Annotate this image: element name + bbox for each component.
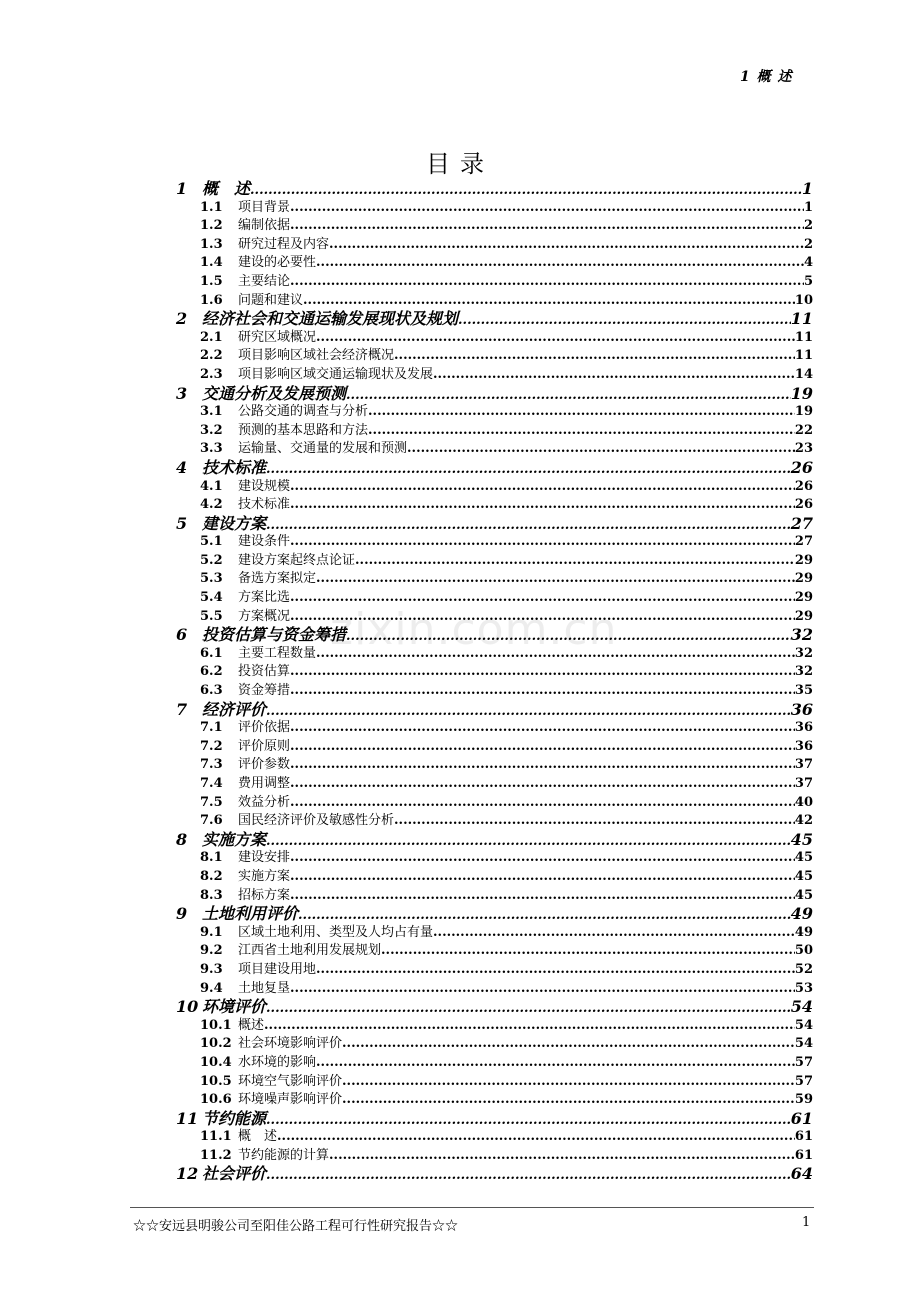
running-header: 1 概 述 <box>740 69 793 85</box>
footer-page-number: 1 <box>802 1215 811 1230</box>
toc-dot-leader <box>316 1054 795 1073</box>
toc-entry-number: 11 <box>176 1108 199 1128</box>
toc-dot-leader <box>368 403 795 422</box>
toc-entry-title: 建设方案 <box>202 513 267 533</box>
toc-page-number: 53 <box>794 980 813 996</box>
toc-entry-title: 招标方案 <box>238 887 291 903</box>
toc-chapter-entry[interactable] <box>174 998 813 1017</box>
toc-chapter-entry[interactable] <box>174 626 813 645</box>
toc-page-number: 50 <box>794 943 813 959</box>
toc-section-entry[interactable] <box>174 440 813 459</box>
toc-entry-number: 10 <box>176 997 199 1017</box>
toc-section-entry[interactable] <box>174 663 813 682</box>
toc-page-number: 45 <box>794 850 813 866</box>
toc-section-entry[interactable] <box>174 478 813 497</box>
toc-entry-number: 9.3 <box>200 961 223 977</box>
toc-dot-leader <box>433 924 795 943</box>
toc-entry-title: 土地复垦 <box>238 980 291 996</box>
toc-section-entry[interactable] <box>174 812 813 831</box>
toc-entry-number: 3.2 <box>200 422 223 438</box>
toc-page-number: 36 <box>790 699 813 719</box>
toc-entry-title: 方案比选 <box>238 590 291 606</box>
toc-entry-number: 1.4 <box>200 255 223 271</box>
toc-section-entry[interactable] <box>174 329 813 348</box>
toc-dot-leader <box>290 478 795 497</box>
toc-page-number: 54 <box>790 997 813 1017</box>
toc-page-number: 45 <box>794 887 813 903</box>
toc-entry-title: 研究区域概况 <box>238 329 317 345</box>
toc-entry-number: 11.1 <box>200 1129 232 1145</box>
toc-entry-title: 评价原则 <box>238 738 291 754</box>
toc-entry-number: 3.1 <box>200 404 223 420</box>
toc-page-number: 52 <box>794 961 813 977</box>
toc-entry-title: 建设安排 <box>238 850 291 866</box>
toc-dot-leader <box>342 1073 795 1092</box>
toc-page-number: 27 <box>794 534 813 550</box>
toc-entry-number: 4.2 <box>200 497 223 513</box>
toc-chapter-entry[interactable] <box>174 831 813 850</box>
toc-section-entry[interactable] <box>174 217 813 236</box>
toc-entry-title: 建设方案起终点论证 <box>238 552 356 568</box>
toc-page-number: 26 <box>794 478 813 494</box>
toc-entry-number: 6.1 <box>200 645 223 661</box>
toc-page-number: 2 <box>803 236 813 252</box>
toc-dot-leader <box>316 961 795 980</box>
toc-page-number: 32 <box>790 625 813 645</box>
toc-section-entry[interactable] <box>174 980 813 999</box>
toc-entry-number: 6.3 <box>200 683 223 699</box>
toc-page-number: 61 <box>790 1108 813 1128</box>
toc-chapter-entry[interactable] <box>174 701 813 720</box>
toc-section-entry[interactable] <box>174 924 813 943</box>
toc-dot-leader <box>316 329 795 348</box>
toc-entry-title: 实施方案 <box>202 829 267 849</box>
toc-page-number: 29 <box>794 590 813 606</box>
toc-page-number: 45 <box>790 829 813 849</box>
toc-dot-leader <box>290 980 795 999</box>
toc-entry-number: 9.4 <box>200 980 223 996</box>
toc-section-entry[interactable] <box>174 496 813 515</box>
toc-entry-number: 8 <box>176 829 188 849</box>
toc-entry-title: 建设的必要性 <box>238 255 317 271</box>
toc-page-number: 19 <box>794 404 813 420</box>
toc-section-entry[interactable] <box>174 794 813 813</box>
toc-section-entry[interactable] <box>174 608 813 627</box>
toc-page-number: 42 <box>794 813 813 829</box>
toc-page-number: 27 <box>790 513 813 533</box>
toc-entry-number: 1.6 <box>200 292 223 308</box>
toc-chapter-entry[interactable] <box>174 1110 813 1129</box>
toc-section-entry[interactable] <box>174 942 813 961</box>
toc-page-number: 57 <box>794 1073 813 1089</box>
table-of-contents <box>174 180 813 1184</box>
toc-entry-title: 备选方案拟定 <box>238 571 317 587</box>
toc-section-entry[interactable] <box>174 347 813 366</box>
toc-page-number: 26 <box>794 497 813 513</box>
toc-page-number: 5 <box>803 273 813 289</box>
toc-dot-leader <box>290 868 795 887</box>
toc-entry-number: 10.5 <box>200 1073 232 1089</box>
toc-section-entry[interactable] <box>174 552 813 571</box>
toc-chapter-entry[interactable] <box>174 905 813 924</box>
toc-entry-number: 2.3 <box>200 366 223 382</box>
toc-entry-number: 5.4 <box>200 590 223 606</box>
toc-page-number: 49 <box>794 924 813 940</box>
toc-section-entry[interactable] <box>174 849 813 868</box>
toc-section-entry[interactable] <box>174 1091 813 1110</box>
toc-page-number: 54 <box>794 1036 813 1052</box>
toc-entry-title: 建设条件 <box>238 534 291 550</box>
toc-page-number: 35 <box>794 683 813 699</box>
toc-entry-number: 5.2 <box>200 552 223 568</box>
toc-entry-title: 概 述 <box>238 1129 278 1145</box>
toc-page-number: 54 <box>794 1017 813 1033</box>
toc-section-entry[interactable] <box>174 1147 813 1166</box>
toc-entry-number: 8.1 <box>200 850 223 866</box>
toc-dot-leader <box>290 589 795 608</box>
toc-dot-leader <box>266 1167 791 1186</box>
toc-entry-number: 8.2 <box>200 868 223 884</box>
toc-entry-number: 9 <box>176 904 188 924</box>
toc-entry-number: 11.2 <box>200 1147 232 1163</box>
toc-section-entry[interactable] <box>174 254 813 273</box>
toc-section-entry[interactable] <box>174 236 813 255</box>
toc-entry-title: 国民经济评价及敏感性分析 <box>238 813 395 829</box>
toc-chapter-entry[interactable] <box>174 385 813 404</box>
toc-dot-leader <box>433 366 795 385</box>
toc-entry-number: 7.5 <box>200 794 223 810</box>
toc-dot-leader <box>394 812 795 831</box>
toc-entry-number: 5 <box>176 513 188 533</box>
toc-chapter-entry[interactable] <box>174 515 813 534</box>
toc-page-number: 61 <box>794 1129 813 1145</box>
toc-entry-title: 技术标准 <box>238 497 291 513</box>
toc-page-number: 4 <box>803 255 813 271</box>
toc-entry-number: 1.2 <box>200 218 223 234</box>
toc-entry-number: 1.3 <box>200 236 223 252</box>
toc-dot-leader <box>329 1147 795 1166</box>
toc-entry-title: 编制依据 <box>238 218 291 234</box>
toc-page-number: 19 <box>790 383 813 403</box>
toc-entry-title: 项目背景 <box>238 199 291 215</box>
toc-entry-title: 资金筹措 <box>238 683 291 699</box>
toc-page-number: 1 <box>803 199 813 215</box>
toc-page-number: 10 <box>794 292 813 308</box>
toc-page-number: 36 <box>794 720 813 736</box>
toc-entry-title: 土地利用评价 <box>202 904 299 924</box>
toc-page-number: 37 <box>794 757 813 773</box>
footer-text: ☆☆安远县明骏公司至阳佳公路工程可行性研究报告☆☆ <box>133 1219 459 1234</box>
toc-dot-leader <box>290 273 804 292</box>
toc-entry-title: 节约能源的计算 <box>238 1147 330 1163</box>
toc-entry-title: 环境噪声影响评价 <box>238 1092 343 1108</box>
toc-section-entry[interactable] <box>174 403 813 422</box>
toc-entry-number: 9.1 <box>200 924 223 940</box>
toc-entry-number: 5.3 <box>200 571 223 587</box>
toc-dot-leader <box>264 1017 795 1036</box>
toc-entry-title: 方案概况 <box>238 608 291 624</box>
toc-section-entry[interactable] <box>174 366 813 385</box>
toc-entry-title: 费用调整 <box>238 776 291 791</box>
toc-entry-number: 1 <box>176 179 188 198</box>
toc-entry-number: 6.2 <box>200 664 223 680</box>
toc-page-number: 14 <box>794 366 813 382</box>
toc-section-entry[interactable] <box>174 645 813 664</box>
toc-page-number: 61 <box>794 1147 813 1163</box>
toc-section-entry[interactable] <box>174 1073 813 1092</box>
toc-entry-title: 水环境的影响 <box>238 1054 317 1070</box>
toc-section-entry[interactable] <box>174 682 813 701</box>
toc-page-number: 11 <box>794 348 813 364</box>
toc-section-entry[interactable] <box>174 533 813 552</box>
toc-entry-title: 研究过程及内容 <box>238 236 330 252</box>
toc-entry-number: 10.2 <box>200 1036 232 1052</box>
watermark: zixin.com.cn <box>330 604 618 655</box>
toc-entry-title: 建设规模 <box>238 478 291 494</box>
page-title: 目录 <box>426 150 494 178</box>
toc-entry-title: 社会环境影响评价 <box>238 1036 343 1052</box>
toc-entry-title: 社会评价 <box>202 1164 267 1184</box>
toc-section-entry[interactable] <box>174 738 813 757</box>
toc-dot-leader <box>329 236 804 255</box>
toc-dot-leader <box>290 775 795 794</box>
toc-page-number: 26 <box>790 457 813 477</box>
toc-dot-leader <box>290 663 795 682</box>
toc-entry-number: 2.1 <box>200 329 223 345</box>
toc-entry-number: 10.4 <box>200 1054 232 1070</box>
toc-entry-number: 2 <box>176 309 188 329</box>
toc-chapter-entry[interactable] <box>174 1165 813 1184</box>
toc-dot-leader <box>342 1035 795 1054</box>
toc-dot-leader <box>290 887 795 906</box>
toc-entry-title: 预测的基本思路和方法 <box>238 422 369 438</box>
toc-page-number: 45 <box>794 868 813 884</box>
toc-dot-leader <box>290 738 795 757</box>
toc-section-entry[interactable] <box>174 292 813 311</box>
toc-dot-leader <box>290 756 795 775</box>
toc-entry-number: 1.1 <box>200 199 223 215</box>
toc-entry-number: 6 <box>176 625 188 645</box>
toc-page-number: 32 <box>794 645 813 661</box>
toc-dot-leader <box>290 794 795 813</box>
toc-dot-leader <box>290 496 795 515</box>
toc-entry-number: 8.3 <box>200 887 223 903</box>
toc-dot-leader <box>316 254 804 273</box>
toc-dot-leader <box>290 608 795 627</box>
toc-entry-number: 7.2 <box>200 738 223 754</box>
toc-section-entry[interactable] <box>174 961 813 980</box>
toc-chapter-entry[interactable] <box>174 180 813 199</box>
toc-entry-title: 项目建设用地 <box>238 961 317 977</box>
toc-chapter-entry[interactable] <box>174 310 813 329</box>
toc-entry-title: 投资估算 <box>238 664 291 680</box>
toc-section-entry[interactable] <box>174 1054 813 1073</box>
toc-page-number: 11 <box>790 309 813 329</box>
toc-dot-leader <box>407 440 795 459</box>
toc-entry-title: 运输量、交通量的发展和预测 <box>238 441 408 457</box>
toc-entry-title: 评价依据 <box>238 720 291 736</box>
toc-section-entry[interactable] <box>174 422 813 441</box>
toc-dot-leader <box>303 292 795 311</box>
toc-dot-leader <box>290 533 795 552</box>
toc-entry-title: 效益分析 <box>238 794 291 810</box>
toc-page-number: 32 <box>794 664 813 680</box>
toc-section-entry[interactable] <box>174 1128 813 1147</box>
toc-dot-leader <box>316 645 795 664</box>
toc-entry-number: 4 <box>176 457 188 477</box>
toc-entry-title: 环境评价 <box>202 997 267 1017</box>
toc-entry-title: 江西省土地利用发展规划 <box>238 943 382 959</box>
toc-entry-title: 公路交通的调查与分析 <box>238 404 369 420</box>
toc-entry-title: 区域土地利用、类型及人均占有量 <box>238 924 434 940</box>
toc-entry-number: 7.1 <box>200 720 223 736</box>
toc-dot-leader <box>277 1128 795 1147</box>
toc-entry-title: 项目影响区域交通运输现状及发展 <box>238 366 434 382</box>
toc-section-entry[interactable] <box>174 1035 813 1054</box>
toc-entry-title: 经济评价 <box>202 699 267 719</box>
toc-entry-title: 环境空气影响评价 <box>238 1073 343 1089</box>
toc-page-number: 40 <box>794 794 813 810</box>
toc-entry-number: 10.6 <box>200 1092 232 1108</box>
toc-section-entry[interactable] <box>174 273 813 292</box>
toc-entry-title: 投资估算与资金筹措 <box>202 625 347 645</box>
toc-dot-leader <box>381 942 795 961</box>
toc-entry-title: 主要工程数量 <box>238 645 317 661</box>
toc-section-entry[interactable] <box>174 775 813 794</box>
toc-section-entry[interactable] <box>174 199 813 218</box>
toc-page-number: 23 <box>794 441 813 457</box>
toc-page-number: 1 <box>801 179 813 198</box>
toc-entry-title: 项目影响区域社会经济概况 <box>238 348 395 364</box>
toc-entry-number: 2.2 <box>200 348 223 364</box>
toc-dot-leader <box>290 199 804 218</box>
toc-entry-number: 3 <box>176 383 188 403</box>
toc-page-number: 29 <box>794 608 813 624</box>
toc-page-number: 2 <box>803 218 813 234</box>
toc-entry-title: 评价参数 <box>238 757 291 773</box>
toc-page-number: 37 <box>794 776 813 791</box>
toc-entry-number: 7.4 <box>200 776 223 791</box>
toc-page-number: 36 <box>794 738 813 754</box>
toc-chapter-entry[interactable] <box>174 459 813 478</box>
toc-section-entry[interactable] <box>174 719 813 738</box>
toc-entry-title: 经济社会和交通运输发展现状及规划 <box>202 309 459 329</box>
toc-entry-number: 7.3 <box>200 757 223 773</box>
toc-page-number: 22 <box>794 422 813 438</box>
toc-entry-title: 交通分析及发展预测 <box>202 383 347 403</box>
toc-page-number: 29 <box>794 552 813 568</box>
toc-page-number: 59 <box>794 1092 813 1108</box>
toc-entry-number: 12 <box>176 1164 199 1184</box>
toc-entry-title: 概述 <box>238 1017 265 1033</box>
toc-page-number: 11 <box>794 329 813 345</box>
toc-dot-leader <box>290 217 804 236</box>
toc-dot-leader <box>394 347 795 366</box>
toc-section-entry[interactable] <box>174 1017 813 1036</box>
toc-section-entry[interactable] <box>174 570 813 589</box>
toc-dot-leader <box>355 552 795 571</box>
toc-section-entry[interactable] <box>174 887 813 906</box>
toc-entry-number: 10.1 <box>200 1017 232 1033</box>
toc-page-number: 64 <box>790 1164 813 1184</box>
footer-divider <box>130 1207 814 1208</box>
toc-section-entry[interactable] <box>174 756 813 775</box>
toc-section-entry[interactable] <box>174 868 813 887</box>
toc-dot-leader <box>290 682 795 701</box>
toc-page-number: 49 <box>790 904 813 924</box>
toc-entry-title: 技术标准 <box>202 457 267 477</box>
toc-entry-title: 节约能源 <box>202 1108 267 1128</box>
toc-entry-title: 实施方案 <box>238 868 291 884</box>
toc-entry-title: 问题和建议 <box>238 292 304 308</box>
toc-dot-leader <box>290 849 795 868</box>
toc-entry-number: 5.5 <box>200 608 223 624</box>
toc-entry-number: 7 <box>176 699 188 719</box>
toc-entry-number: 1.5 <box>200 273 223 289</box>
toc-dot-leader <box>368 422 795 441</box>
toc-entry-number: 9.2 <box>200 943 223 959</box>
toc-section-entry[interactable] <box>174 589 813 608</box>
toc-entry-title: 概 述 <box>202 179 251 198</box>
toc-page-number: 57 <box>794 1054 813 1070</box>
toc-page-number: 29 <box>794 571 813 587</box>
toc-entry-number: 5.1 <box>200 534 223 550</box>
toc-entry-title: 主要结论 <box>238 273 291 289</box>
toc-dot-leader <box>342 1091 795 1110</box>
toc-entry-number: 7.6 <box>200 813 223 829</box>
toc-entry-number: 3.3 <box>200 441 223 457</box>
toc-entry-number: 4.1 <box>200 478 223 494</box>
toc-dot-leader <box>316 570 795 589</box>
toc-dot-leader <box>290 719 795 738</box>
